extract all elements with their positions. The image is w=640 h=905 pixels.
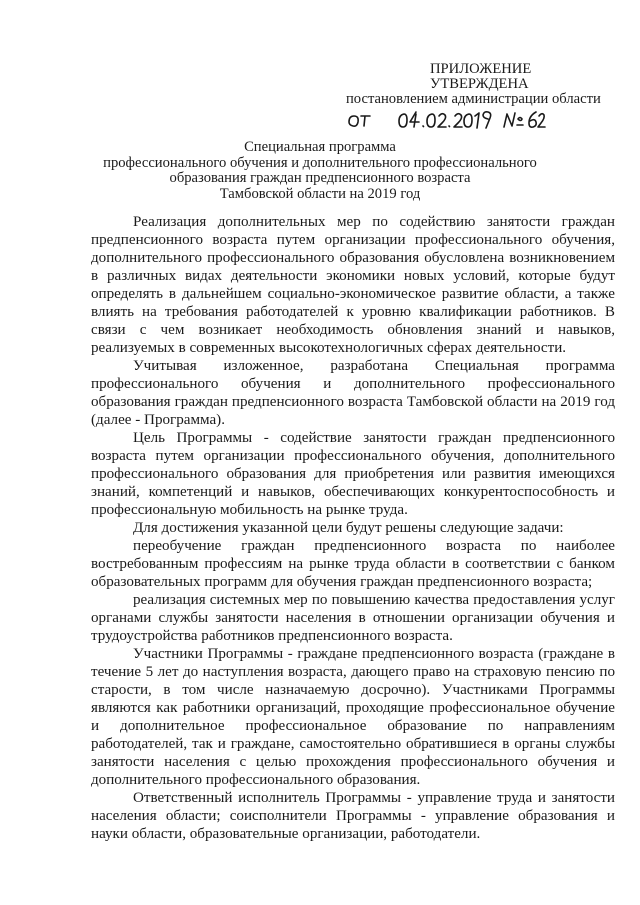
paragraph-task-quality: реализация системных мер по повышению качества предоставления услуг органами службы занятости населения в отношении организации обучения и трудоустройства работников предпенсионного возраста. xyxy=(91,592,615,644)
title-line-1: Специальная программа xyxy=(244,139,396,155)
approved-label: УТВЕРЖДЕНА xyxy=(430,76,529,92)
paragraph-program-developed: Учитывая изложенное, разработана Специальная программа профессионального обучения и дополнительного профессионального образования граждан предпенсионного возраста Тамбовской области на 2019 год (далее - Программа). xyxy=(91,358,615,428)
approval-header xyxy=(346,62,636,107)
title-line-3: образования граждан предпенсионного возраста xyxy=(169,170,471,186)
title-line-2: профессионального обучения и дополнительного профессионального xyxy=(103,154,537,171)
paragraph-program-goal: Цель Программы - содействие занятости граждан предпенсионного возраста путем организации профессионального обучения, дополнительного профессионального образования для приобретения или развития имеющихся знаний, компетенций и навыков, обеспечивающих конкурентоспособность и профессиональную мобильность на рынке труда. xyxy=(91,430,615,518)
title-line-4: Тамбовской области на 2019 год xyxy=(219,185,421,202)
handwritten-date xyxy=(346,106,546,132)
appendix-label: ПРИЛОЖЕНИЕ xyxy=(430,61,532,77)
paragraph-participants: Участники Программы - граждане предпенсионного возраста (граждане в течение 5 лет до наступления возраста, дающего право на страховую пенсию по старости, в том числе назначаемую досрочно). Участниками Программы являются как работники организаций, проходящие профессиональное обучение и дополнительное профессиональное образование по направлениям работодателей, так и граждане, самостоятельно обратившиеся в органы службы занятости населения с целью прохождения профессионального обучения и дополнительного профессионального образования. xyxy=(91,646,615,788)
paragraph-task-retraining: переобучение граждан предпенсионного возраста по наиболее востребованным профессиям на рынке труда области в соответствии с банком образовательных программ для обучения граждан предпенсионного возраста; xyxy=(91,538,615,590)
document-body xyxy=(91,213,615,843)
paragraph-tasks-intro: Для достижения указанной цели будут решены следующие задачи: xyxy=(133,520,564,536)
program-title xyxy=(100,140,540,202)
paragraph-executors: Ответственный исполнитель Программы - управление труда и занятости населения области; соисполнители Программы - управление образования и науки области, образовательные организации, работодатели. xyxy=(91,790,615,842)
resolution-label: постановлением администрации области xyxy=(346,91,601,107)
paragraph-rationale: Реализация дополнительных мер по содействию занятости граждан предпенсионного возраста путем организации профессионального обучения, дополнительного профессионального образования обусловлена возникновением в различных видах деятельности экономики новых условий, которые будут определять в дальнейшем социально-экономическое развитие области, а также влиять на требования работодателей к уровню квалификации работников. В связи с чем возникает необходимость обновления знаний и навыков, реализуемых в современных высокотехнологичных сферах деятельности. xyxy=(91,214,615,356)
